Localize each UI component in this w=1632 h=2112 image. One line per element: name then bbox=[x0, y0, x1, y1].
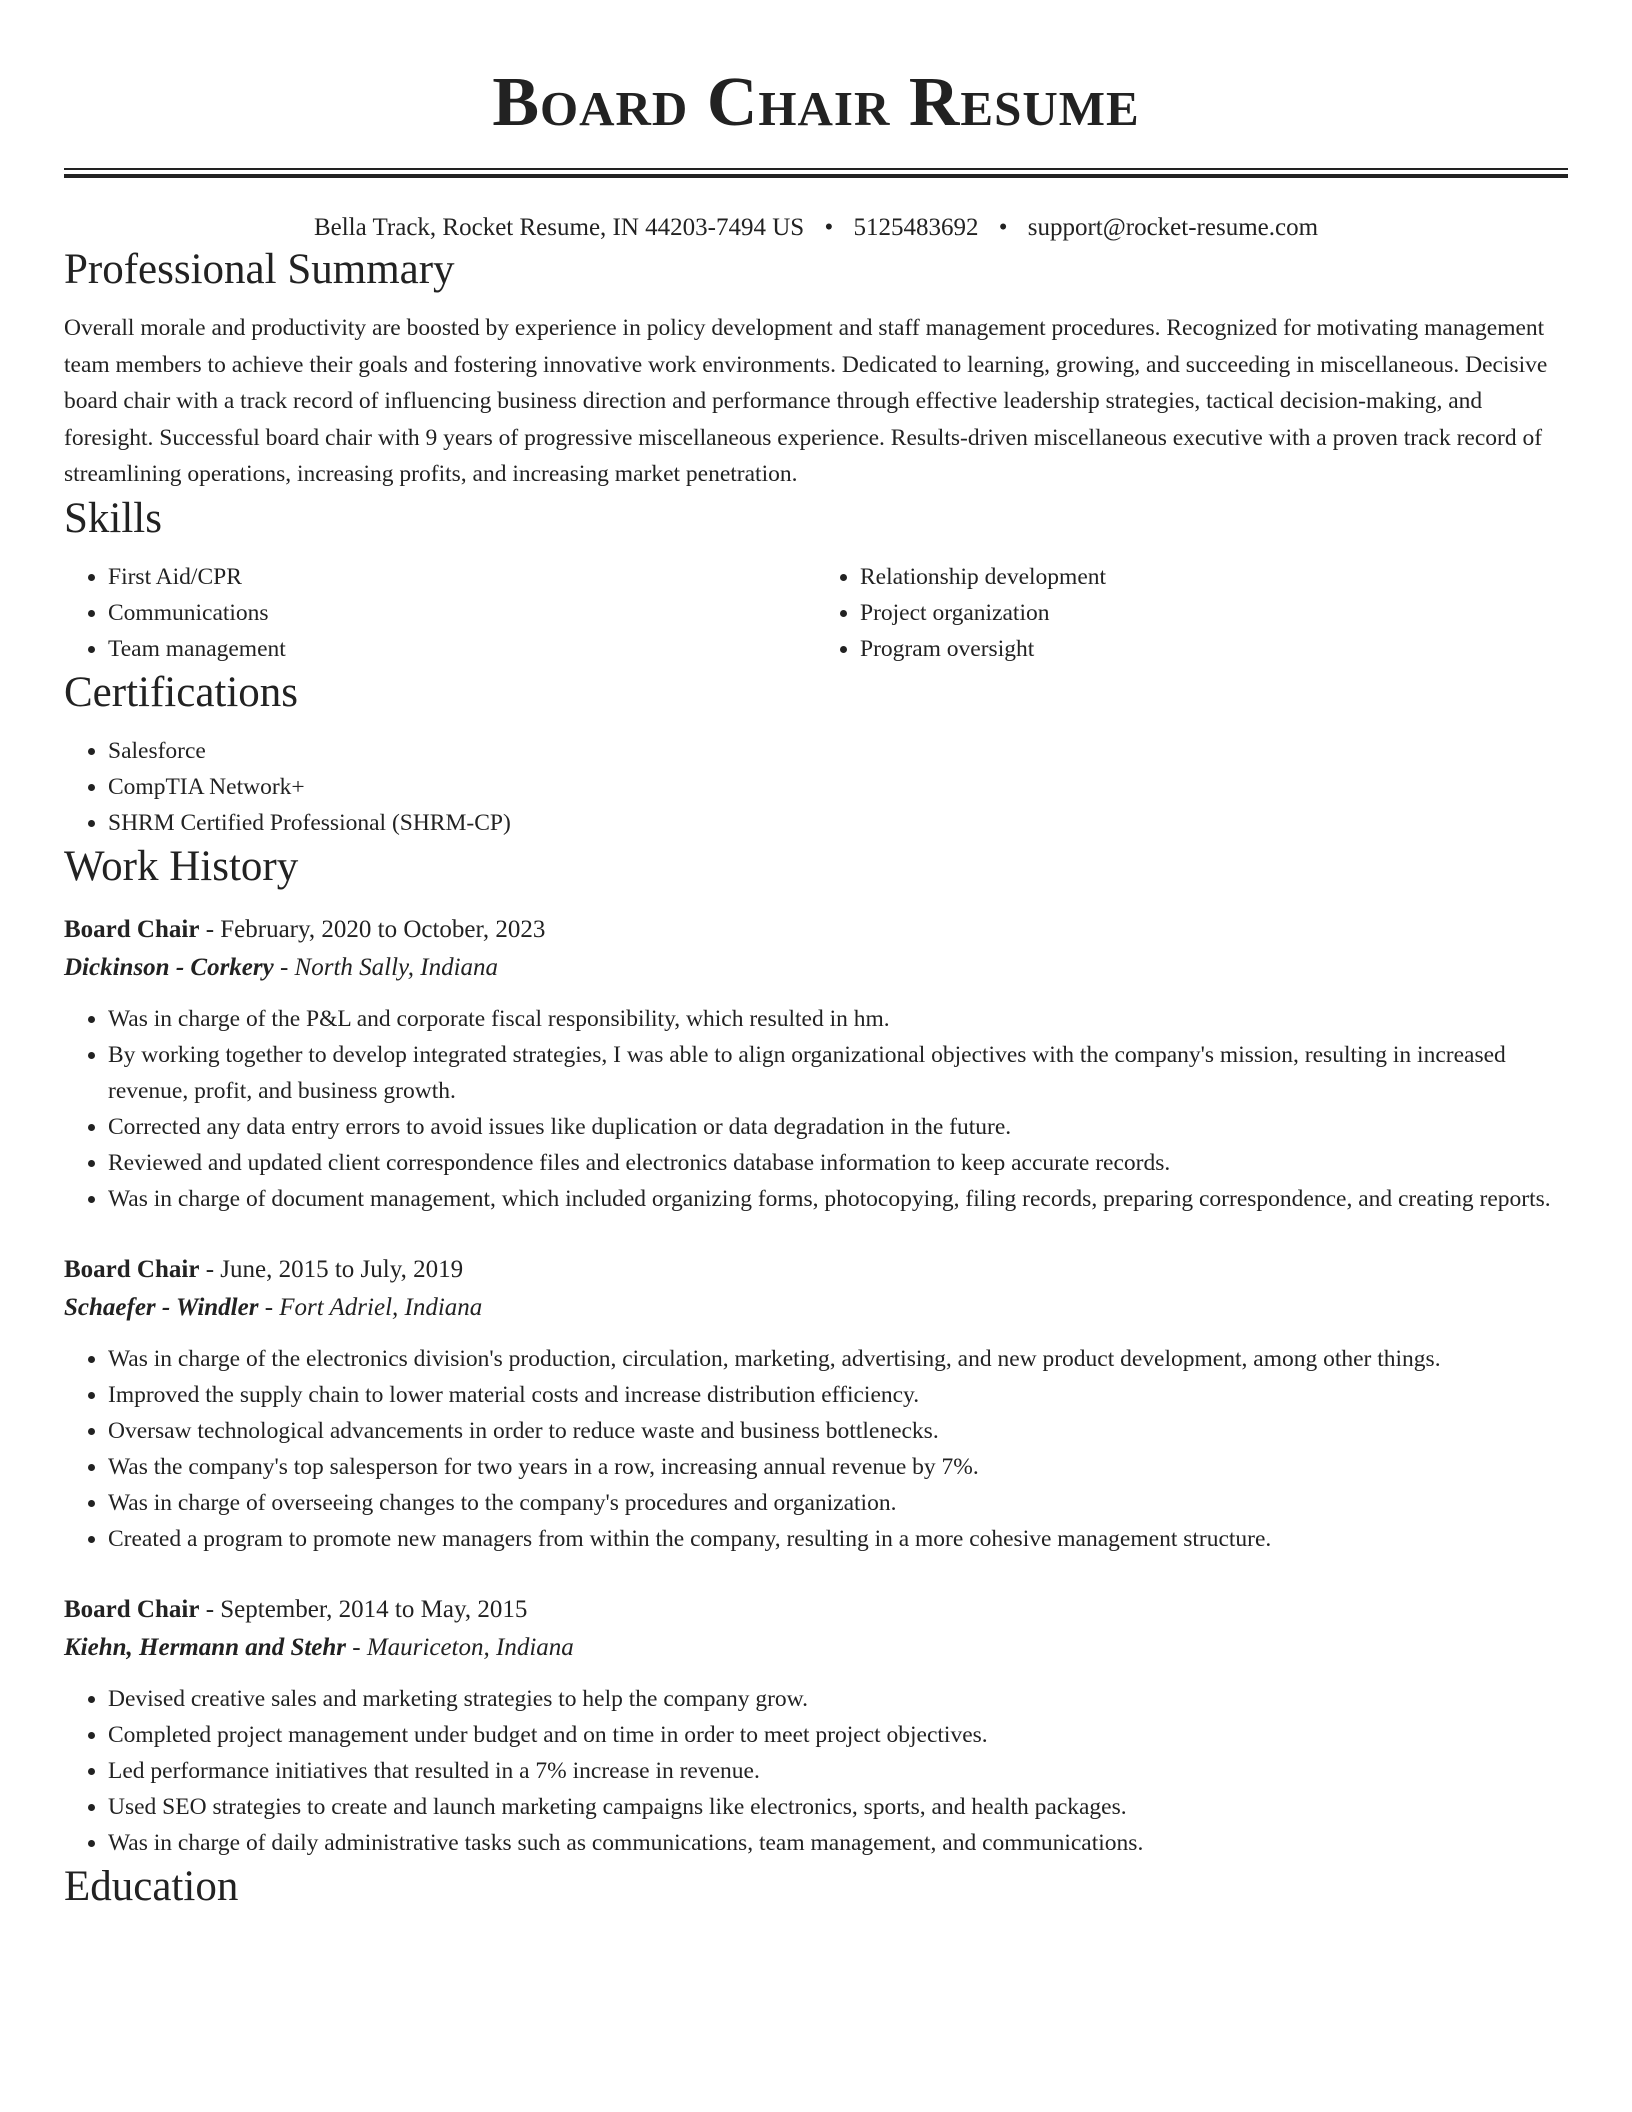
job-location: - Fort Adriel, Indiana bbox=[264, 1293, 483, 1321]
job-bullets bbox=[64, 1341, 1568, 1557]
job-dates: - June, 2015 to July, 2019 bbox=[205, 1255, 464, 1283]
job-bullet: • Completed project management under budget and on time in order to meet project objectives. bbox=[108, 1717, 1568, 1753]
job-company-line bbox=[64, 1629, 1568, 1667]
section-heading-work-history: Work History bbox=[64, 842, 299, 890]
skill-item: • First Aid/CPR bbox=[108, 559, 816, 595]
skills-column-right bbox=[816, 559, 1568, 667]
certification-item: • SHRM Certified Professional (SHRM-CP) bbox=[108, 805, 1568, 841]
job-bullet: • Was in charge of daily administrative tasks such as communications, team management, and communications. bbox=[108, 1825, 1568, 1861]
job-location: - Mauriceton, Indiana bbox=[352, 1633, 574, 1661]
contact-phone: 5125483692 bbox=[853, 214, 979, 241]
job-bullet: • Corrected any data entry errors to avoid issues like duplication or data degradation in the future. bbox=[108, 1109, 1568, 1145]
certifications-list bbox=[64, 733, 1568, 841]
job-title: Board Chair bbox=[64, 1595, 200, 1623]
job-company: Kiehn, Hermann and Stehr bbox=[64, 1633, 347, 1661]
contact-separator: • bbox=[824, 214, 834, 241]
job-company: Dickinson - Corkery bbox=[64, 953, 274, 981]
job-company-line bbox=[64, 949, 1568, 987]
job-location: - North Sally, Indiana bbox=[279, 953, 499, 981]
job-bullet: • By working together to develop integrated strategies, I was able to align organizational objectives with the company's mission, resulting in increased revenue, profit, and business growth. bbox=[108, 1037, 1568, 1109]
job-title-line bbox=[64, 911, 1568, 949]
job-bullet: • Was in charge of document management, which included organizing forms, photocopying, filing records, preparing correspondence, and creating reports. bbox=[108, 1181, 1568, 1217]
job-bullet: • Was in charge of overseeing changes to the company's procedures and organization. bbox=[108, 1485, 1568, 1521]
certification-item: • Salesforce bbox=[108, 733, 1568, 769]
section-heading-skills: Skills bbox=[64, 494, 162, 542]
contact-email: support@rocket-resume.com bbox=[1027, 214, 1319, 241]
section-heading-summary: Professional Summary bbox=[64, 246, 455, 293]
contact-address: Bella Track, Rocket Resume, IN 44203-7494 US bbox=[313, 214, 805, 241]
job-bullet: • Led performance initiatives that resulted in a 7% increase in revenue. bbox=[108, 1753, 1568, 1789]
job-title-line bbox=[64, 1251, 1568, 1289]
job-dates: - February, 2020 to October, 2023 bbox=[205, 915, 546, 943]
title-divider bbox=[64, 168, 1568, 178]
job-bullet: • Was in charge of the electronics division's production, circulation, marketing, advertising, and new product development, among other things. bbox=[108, 1341, 1568, 1377]
job-title-line bbox=[64, 1591, 1568, 1629]
summary-text: Overall morale and productivity are boosted by experience in policy development and staff management procedures. Recognized for motivating management team members to achieve their goals and fostering innovative work environments. Dedicated to learning, growing, and succeeding in miscellaneous. Decisive board chair with a track record of influencing business direction and performance through effective leadership strategies, tactical decision-making, and foresight. Successful board chair with 9 years of progressive miscellaneous experience. Results-driven miscellaneous executive with a proven track record of streamlining operations, increasing profits, and increasing market penetration. bbox=[64, 315, 1548, 487]
skill-item: • Team management bbox=[108, 631, 816, 667]
section-heading-education: Education bbox=[64, 1862, 239, 1910]
contact-line bbox=[64, 212, 1568, 244]
skill-item: • Relationship development bbox=[860, 559, 1568, 595]
job-bullet: • Reviewed and updated client correspondence files and electronics database information to keep accurate records. bbox=[108, 1145, 1568, 1181]
resume-page bbox=[64, 0, 1568, 1913]
job-bullet: • Devised creative sales and marketing strategies to help the company grow. bbox=[108, 1681, 1568, 1717]
skill-item: • Project organization bbox=[860, 595, 1568, 631]
contact-separator: • bbox=[998, 214, 1008, 241]
job-bullet: • Was the company's top salesperson for two years in a row, increasing annual revenue by 7%. bbox=[108, 1449, 1568, 1485]
job-dates: - September, 2014 to May, 2015 bbox=[205, 1595, 528, 1623]
skill-item: • Program oversight bbox=[860, 631, 1568, 667]
job-company-line bbox=[64, 1289, 1568, 1327]
job-entry bbox=[64, 1591, 1568, 1861]
job-bullet: • Was in charge of the P&L and corporate fiscal responsibility, which resulted in hm. bbox=[108, 1001, 1568, 1037]
job-bullets bbox=[64, 1001, 1568, 1217]
certification-item: • CompTIA Network+ bbox=[108, 769, 1568, 805]
job-entry bbox=[64, 911, 1568, 1217]
section-heading-certifications: Certifications bbox=[64, 668, 299, 716]
job-bullet: • Created a program to promote new managers from within the company, resulting in a more cohesive management structure. bbox=[108, 1521, 1568, 1557]
job-entry bbox=[64, 1251, 1568, 1557]
skill-item: • Communications bbox=[108, 595, 816, 631]
job-bullet: • Used SEO strategies to create and launch marketing campaigns like electronics, sports, and health packages. bbox=[108, 1789, 1568, 1825]
resume-title: Board Chair Resume bbox=[492, 64, 1140, 141]
job-bullets bbox=[64, 1681, 1568, 1861]
job-bullet: • Improved the supply chain to lower material costs and increase distribution efficiency. bbox=[108, 1377, 1568, 1413]
job-title: Board Chair bbox=[64, 1255, 200, 1283]
skills-column-left bbox=[64, 559, 816, 667]
job-company: Schaefer - Windler bbox=[64, 1293, 259, 1321]
skills-grid bbox=[64, 559, 1568, 667]
job-title: Board Chair bbox=[64, 915, 200, 943]
job-bullet: • Oversaw technological advancements in order to reduce waste and business bottlenecks. bbox=[108, 1413, 1568, 1449]
